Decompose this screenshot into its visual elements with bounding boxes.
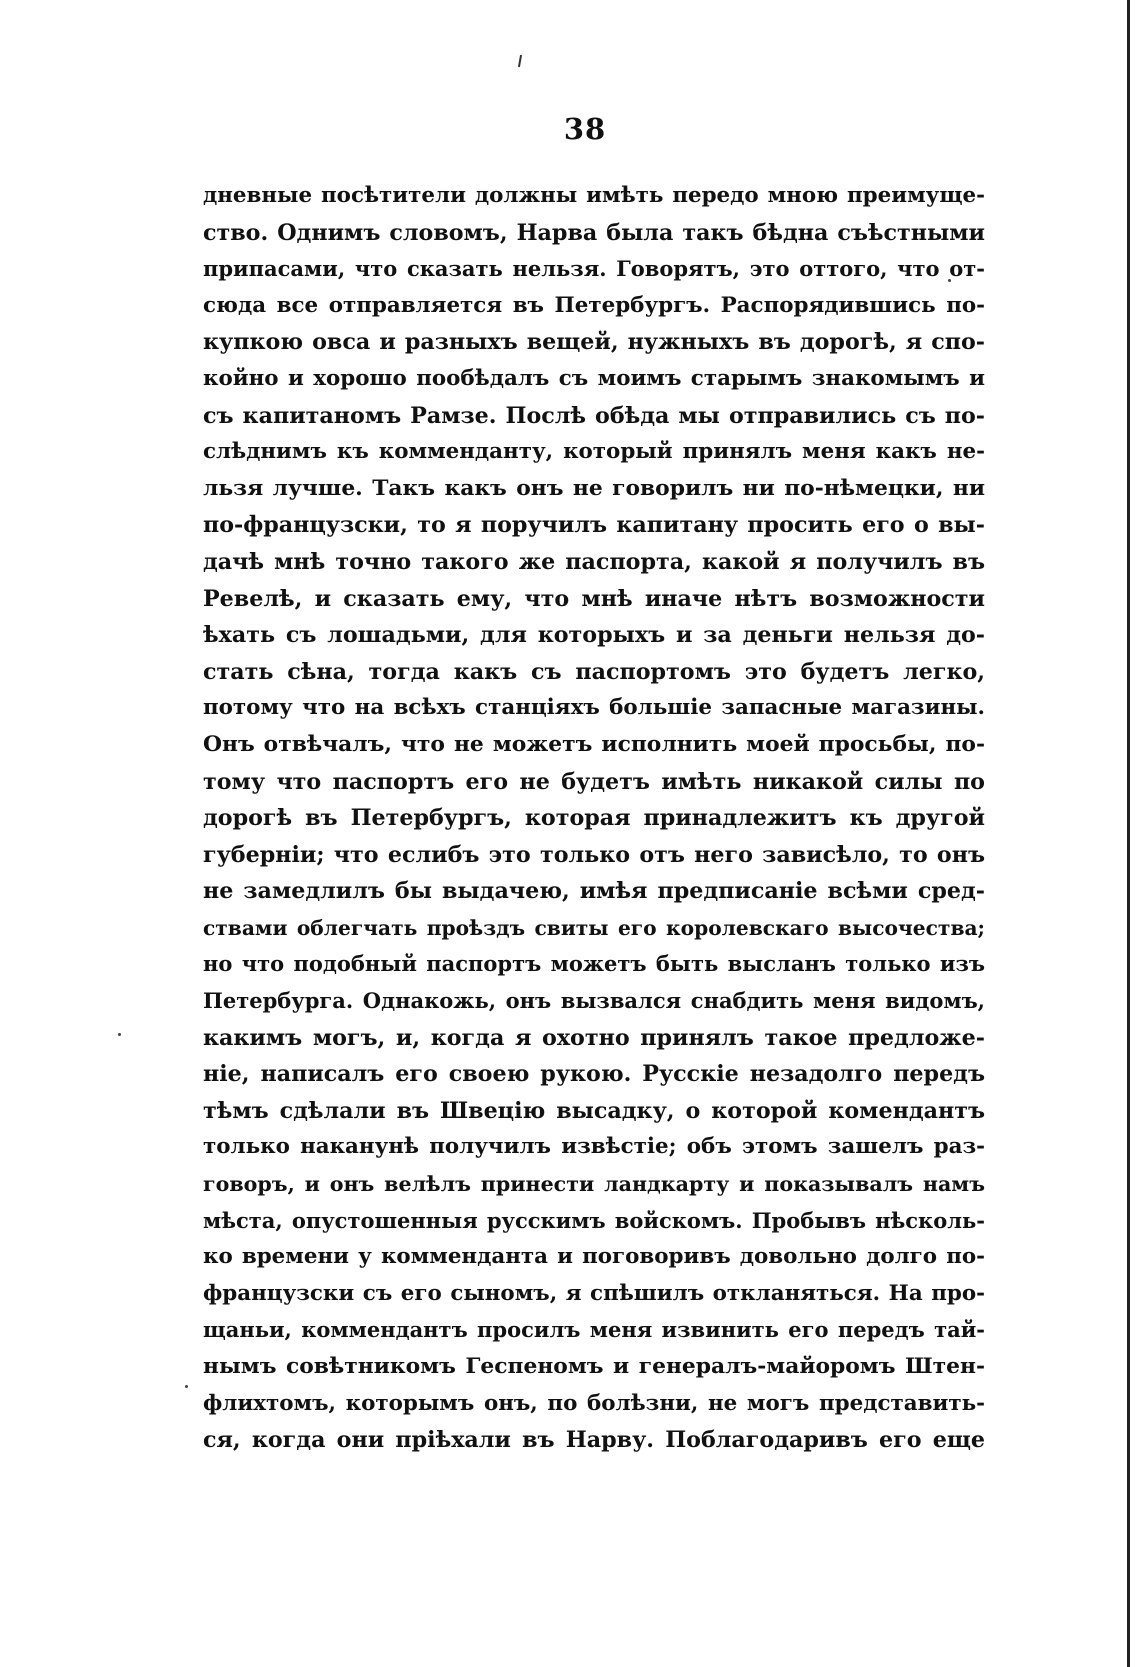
text-line: Петербурга. Однакожь, онъ вызвался снабдить меня видомъ,: [203, 988, 985, 1014]
text-line: тѣмъ сдѣлали въ Швецію высадку, о которой комендантъ: [203, 1097, 985, 1124]
text-line: стать сѣна, тогда какъ съ паспортомъ это будетъ легко,: [203, 658, 985, 685]
text-line: дневные посѣтители должны имѣть передо мною преимуще-: [203, 183, 985, 208]
text-line: какимъ могъ, и, когда я охотно принялъ такое предложе-: [203, 1024, 985, 1051]
text-line: Ревелѣ, и сказать ему, что мнѣ иначе нѣтъ возможности: [203, 585, 985, 612]
ink-speck: [118, 1033, 121, 1036]
text-line: ко времени у коммендaнта и поговоривъ довольно долго по-: [203, 1244, 985, 1270]
page-number: 38: [563, 112, 607, 146]
text-line: койно и хорошо пообѣдалъ съ моимъ старымъ знакомымъ и: [203, 365, 985, 391]
text-line: дачѣ мнѣ точно такого же паспорта, какой я получилъ въ: [203, 548, 985, 575]
ink-mark: [518, 55, 522, 67]
text-line: ствами облегчать проѣздъ свиты его королевскаго высочества;: [203, 915, 985, 940]
text-line: французски съ его сыномъ, я спѣшилъ откланяться. На про-: [203, 1280, 985, 1306]
text-line: купкою овса и разныхъ вещей, нужныхъ въ дорогѣ, я спо-: [203, 329, 985, 356]
text-line: дорогѣ въ Петербургъ, которая принадлежитъ къ другой: [203, 805, 985, 832]
text-line: потому что на всѣхъ станціяхъ большіе запасные магазины.: [203, 695, 985, 721]
text-line: ѣхать съ лошадьми, для которыхъ и за деньги нельзя до-: [203, 622, 985, 649]
text-line: ся, когда они пріѣхали въ Нарву. Поблагодаривъ его еще: [203, 1427, 985, 1454]
text-line: льзя лучше. Такъ какъ онъ не говорилъ ни по-нѣмецки, ни: [203, 475, 985, 501]
text-line: Онъ отвѣчалъ, что не можетъ исполнить моей просьбы, по-: [203, 731, 985, 757]
text-line: съ капитаномъ Рамзе. Послѣ обѣда мы отправились съ по-: [203, 402, 985, 429]
text-line: припасами, что сказать нельзя. Говорятъ, это оттого, что от-: [203, 256, 985, 282]
text-line: тому что паспортъ его не будетъ имѣть никакой силы по: [203, 768, 985, 795]
text-line: сюда все отправляется въ Петербургъ. Распорядившись по-: [203, 292, 985, 318]
text-line: флихтомъ, которымъ онъ, по болѣзни, не могъ представить-: [203, 1390, 985, 1416]
ink-speck: [185, 1385, 188, 1388]
body-text: [203, 178, 985, 1459]
page-edge-line: [1127, 0, 1130, 1667]
text-line: говоръ, и онъ велѣлъ принести ландкарту и показывалъ намъ: [203, 1172, 985, 1197]
text-line: ніе, написалъ его своею рукою. Русскіе незадолго передъ: [203, 1061, 985, 1088]
text-line: не замедлилъ бы выдачею, имѣя предписаніе всѣми сред-: [203, 878, 985, 905]
text-line: щаньи, коммендантъ просилъ меня извинить его передъ тай-: [203, 1317, 985, 1343]
text-line: мѣста, опустошенныя русскимъ войскомъ. Пробывъ нѣсколь-: [203, 1207, 985, 1233]
text-line: слѣднимъ къ комменданту, который принялъ меня какъ не-: [203, 439, 985, 465]
text-line: но что подобный паспортъ можетъ быть высланъ только изъ: [203, 951, 985, 977]
text-line: только наканунѣ получилъ извѣстіе; объ этомъ зашелъ раз-: [203, 1134, 985, 1160]
text-line: нымъ совѣтникомъ Геспеномъ и генералъ-майоромъ Штен-: [203, 1354, 985, 1379]
text-line: ство. Однимъ словомъ, Нарва была такъ бѣдна съѣстными: [203, 219, 985, 246]
text-line: губерніи; что еслибъ это только отъ него зависѣло, то онъ: [203, 841, 985, 868]
text-line: по-французски, то я поручилъ капитану просить его о вы-: [203, 512, 985, 539]
